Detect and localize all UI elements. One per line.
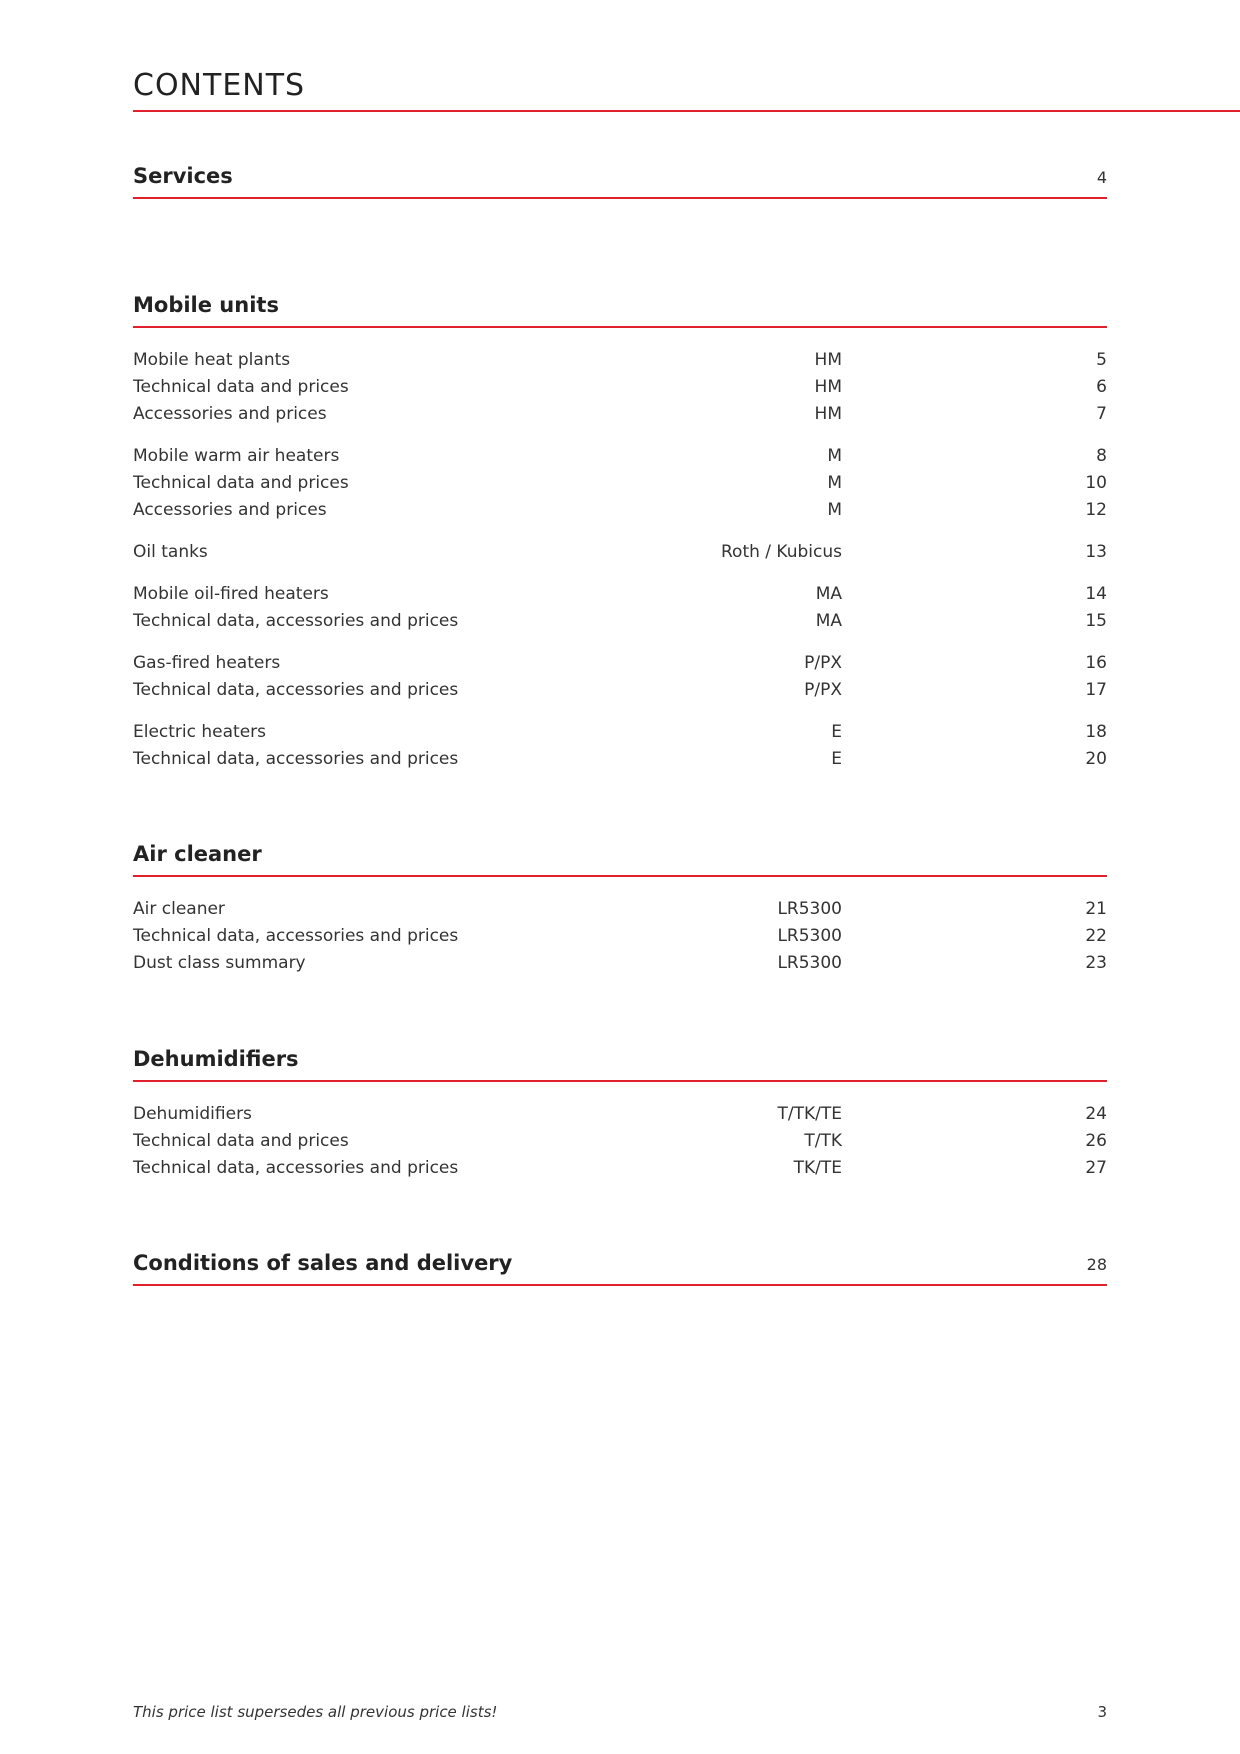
- entry-code: HM: [814, 350, 842, 370]
- entry-label: Oil tanks: [133, 542, 208, 562]
- entry-code: LR5300: [777, 899, 842, 919]
- entry-code: HM: [814, 404, 842, 424]
- entry-code: HM: [814, 377, 842, 397]
- toc-section-conditions: [133, 1244, 1107, 1286]
- entry-code: E: [831, 722, 842, 742]
- entry-label: Technical data, accessories and prices: [133, 926, 459, 946]
- entry-label: Air cleaner: [133, 899, 225, 919]
- toc-section-mobile-units: [133, 286, 1107, 788]
- toc-entry: [133, 719, 1107, 746]
- entry-code: P/PX: [804, 680, 842, 700]
- entry-page: 17: [1085, 680, 1107, 700]
- entry-page: 10: [1085, 473, 1107, 493]
- entry-label: Dust class summary: [133, 953, 306, 973]
- entry-code: P/PX: [804, 653, 842, 673]
- toc-entry: [133, 950, 1107, 977]
- entry-label: Technical data, accessories and prices: [133, 611, 459, 631]
- section-title: Mobile units: [133, 293, 279, 317]
- entry-code: M: [827, 500, 842, 520]
- toc-entry: [133, 650, 1107, 677]
- toc-entry: [133, 347, 1107, 374]
- toc-entry: [133, 401, 1107, 428]
- toc-section-air-cleaner: [133, 835, 1107, 992]
- title-divider: [133, 110, 1240, 112]
- toc-entry: [133, 470, 1107, 497]
- entry-label: Technical data, accessories and prices: [133, 680, 459, 700]
- entry-label: Electric heaters: [133, 722, 267, 742]
- section-title: Air cleaner: [133, 842, 262, 866]
- entry-page: 12: [1085, 500, 1107, 520]
- entry-page: 14: [1085, 584, 1107, 604]
- toc-entry: [133, 608, 1107, 635]
- entry-group: [133, 581, 1107, 635]
- toc-entry: [133, 896, 1107, 923]
- toc-entry: [133, 443, 1107, 470]
- entry-page: 22: [1085, 926, 1107, 946]
- entry-code: MA: [815, 611, 842, 631]
- entry-code: LR5300: [777, 926, 842, 946]
- entry-page: 15: [1085, 611, 1107, 631]
- entry-code: M: [827, 473, 842, 493]
- section-title: Dehumidifiers: [133, 1047, 299, 1071]
- toc-section-services: [133, 157, 1107, 199]
- section-header: [133, 1244, 1107, 1286]
- entry-page: 24: [1085, 1104, 1107, 1124]
- toc-entry: [133, 923, 1107, 950]
- section-title: Services: [133, 164, 233, 188]
- entry-page: 20: [1085, 749, 1107, 769]
- entry-page: 13: [1085, 542, 1107, 562]
- entry-label: Mobile warm air heaters: [133, 446, 340, 466]
- section-page-number: 4: [1096, 168, 1107, 187]
- toc-entry: [133, 497, 1107, 524]
- toc-section-dehumidifiers: [133, 1040, 1107, 1197]
- entry-group: [133, 347, 1107, 428]
- entry-group: [133, 539, 1107, 566]
- entry-code: MA: [815, 584, 842, 604]
- toc-entry: [133, 374, 1107, 401]
- entry-label: Gas-fired heaters: [133, 653, 281, 673]
- page-title: CONTENTS: [133, 68, 306, 103]
- toc-entry: [133, 581, 1107, 608]
- footer-page-number: 3: [1097, 1703, 1107, 1721]
- entry-label: Mobile oil-fired heaters: [133, 584, 329, 604]
- entry-page: 6: [1096, 377, 1107, 397]
- page-footer: [133, 1700, 1107, 1724]
- entry-groups: [133, 896, 1107, 977]
- entry-code: T/TK: [804, 1131, 842, 1151]
- toc-entry: [133, 746, 1107, 773]
- section-header: [133, 157, 1107, 199]
- section-header: [133, 1040, 1107, 1082]
- toc-entry: [133, 1101, 1107, 1128]
- toc-entry: [133, 539, 1107, 566]
- entry-page: 21: [1085, 899, 1107, 919]
- entry-label: Dehumidifiers: [133, 1104, 252, 1124]
- entry-label: Technical data and prices: [133, 473, 349, 493]
- entry-label: Accessories and prices: [133, 500, 327, 520]
- toc-entry: [133, 1155, 1107, 1182]
- entry-code: Roth / Kubicus: [721, 542, 842, 562]
- entry-page: 27: [1085, 1158, 1107, 1178]
- entry-page: 23: [1085, 953, 1107, 973]
- entry-code: T/TK/TE: [777, 1104, 842, 1124]
- entry-code: TK/TE: [793, 1158, 842, 1178]
- entry-page: 16: [1085, 653, 1107, 673]
- entry-group: [133, 1101, 1107, 1182]
- entry-label: Technical data, accessories and prices: [133, 749, 459, 769]
- toc-entry: [133, 1128, 1107, 1155]
- entry-group: [133, 896, 1107, 977]
- entry-code: M: [827, 446, 842, 466]
- section-title: Conditions of sales and delivery: [133, 1251, 513, 1275]
- entry-group: [133, 443, 1107, 524]
- entry-label: Mobile heat plants: [133, 350, 291, 370]
- entry-group: [133, 719, 1107, 773]
- entry-page: 5: [1096, 350, 1107, 370]
- section-page-number: 28: [1086, 1255, 1107, 1274]
- entry-group: [133, 650, 1107, 704]
- entry-page: 18: [1085, 722, 1107, 742]
- entry-code: LR5300: [777, 953, 842, 973]
- entry-code: E: [831, 749, 842, 769]
- entry-groups: [133, 1101, 1107, 1182]
- entry-label: Technical data and prices: [133, 377, 349, 397]
- toc-entry: [133, 677, 1107, 704]
- entry-label: Technical data and prices: [133, 1131, 349, 1151]
- entry-label: Technical data, accessories and prices: [133, 1158, 459, 1178]
- entry-page: 8: [1096, 446, 1107, 466]
- entry-page: 26: [1085, 1131, 1107, 1151]
- entry-groups: [133, 347, 1107, 773]
- footer-note: This price list supersedes all previous price lists!: [133, 1703, 498, 1721]
- section-header: [133, 286, 1107, 328]
- entry-label: Accessories and prices: [133, 404, 327, 424]
- section-header: [133, 835, 1107, 877]
- entry-page: 7: [1096, 404, 1107, 424]
